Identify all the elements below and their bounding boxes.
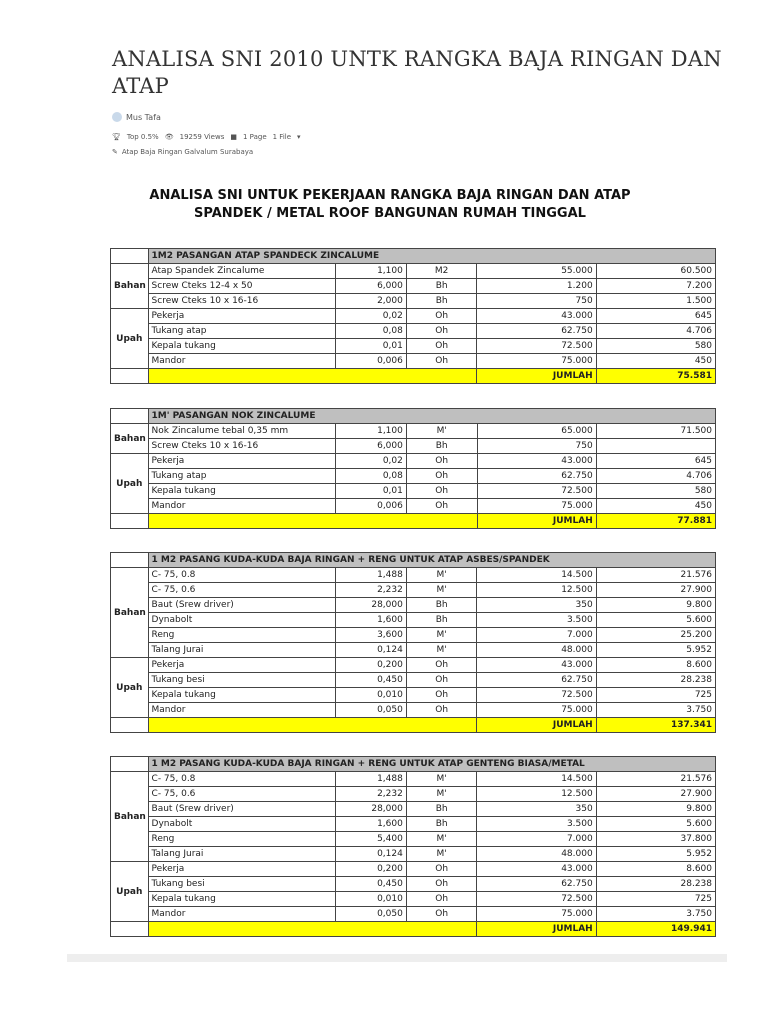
unit: Bh [406,598,477,613]
coefficient: 0,01 [336,339,407,354]
coefficient: 5,400 [336,832,407,847]
unit: Oh [406,892,477,907]
line-total: 5.952 [596,643,715,658]
total-row [111,922,716,937]
total-value: 137.341 [596,718,715,733]
table-row [111,454,716,469]
item-name: Tukang atap [148,324,336,339]
line-total: 28.238 [596,673,715,688]
unit: Oh [406,688,477,703]
unit-price: 48.000 [477,847,596,862]
unit-price: 75.000 [477,907,596,922]
total-value: 149.941 [596,922,715,937]
unit: M' [406,787,477,802]
item-name: C- 75, 0.8 [148,772,336,787]
coefficient: 0,02 [336,309,407,324]
unit: Oh [406,484,477,499]
table-title: 1M' PASANGAN NOK ZINCALUME [148,409,715,424]
item-name: Kepala tukang [148,484,336,499]
item-name: C- 75, 0.6 [148,787,336,802]
unit: M' [406,583,477,598]
table-row [111,613,716,628]
unit: Oh [406,658,477,673]
item-name: C- 75, 0.8 [148,568,336,583]
table-row [111,424,716,439]
total-fill [148,369,477,384]
line-total: 71.500 [596,424,715,439]
line-total: 4.706 [596,324,715,339]
coefficient: 0,006 [336,499,407,514]
table-row [111,294,716,309]
table-row [111,484,716,499]
table-row [111,439,716,454]
unit-price: 1.200 [477,279,596,294]
table-row [111,643,716,658]
table-row [111,568,716,583]
line-total: 28.238 [596,877,715,892]
item-name: Tukang atap [148,469,336,484]
item-name: Tukang besi [148,673,336,688]
unit: Bh [406,294,477,309]
total-fill [148,718,477,733]
unit: Oh [406,454,477,469]
bahan-label: Bahan [111,568,149,658]
line-total: 450 [596,499,715,514]
item-name: Pekerja [148,454,336,469]
unit: Oh [406,703,477,718]
table-row [111,354,716,369]
unit-price: 43.000 [477,862,596,877]
line-total: 5.952 [596,847,715,862]
table-corner [111,553,149,568]
coefficient: 0,02 [336,454,407,469]
unit: Bh [406,613,477,628]
table-row [111,817,716,832]
line-total: 25.200 [596,628,715,643]
coefficient: 2,232 [336,787,407,802]
line-total: 21.576 [596,772,715,787]
bahan-label: Bahan [111,264,149,309]
unit: M' [406,628,477,643]
line-total [596,439,715,454]
line-total: 37.800 [596,832,715,847]
total-spacer [111,369,149,384]
unit-price: 65.000 [477,424,596,439]
total-spacer [111,718,149,733]
unit: Bh [406,817,477,832]
line-total: 60.500 [596,264,715,279]
table-row [111,877,716,892]
unit-price: 14.500 [477,568,596,583]
unit-price: 72.500 [477,892,596,907]
unit: Oh [406,877,477,892]
total-label: JUMLAH [477,922,596,937]
unit: Oh [406,469,477,484]
table-row [111,628,716,643]
unit: Bh [406,279,477,294]
total-row [111,369,716,384]
analysis-table [110,756,716,937]
page-icon: ■ [230,133,237,141]
total-label: JUMLAH [477,369,596,384]
unit: M' [406,424,477,439]
unit-price: 750 [477,294,596,309]
bahan-label: Bahan [111,424,149,454]
item-name: Reng [148,628,336,643]
table-row [111,703,716,718]
total-spacer [111,922,149,937]
line-total: 450 [596,354,715,369]
item-name: Talang Jurai [148,643,336,658]
unit-price: 350 [477,802,596,817]
unit-price: 62.750 [477,877,596,892]
unit-price: 12.500 [477,583,596,598]
views-text: 19259 Views [179,133,225,141]
unit-price: 75.000 [477,499,596,514]
chevron-down-icon[interactable]: ▾ [297,133,301,141]
coefficient: 0,08 [336,469,407,484]
line-total: 5.600 [596,613,715,628]
table-corner [111,409,149,424]
unit-price: 43.000 [477,658,596,673]
line-total: 9.800 [596,802,715,817]
item-name: Nok Zincalume tebal 0,35 mm [148,424,336,439]
unit: Oh [406,673,477,688]
total-row [111,514,716,529]
upah-label: Upah [111,862,149,922]
total-fill [148,922,477,937]
table-row [111,324,716,339]
item-name: Baut (Srew driver) [148,802,336,817]
line-total: 580 [596,339,715,354]
line-total: 5.600 [596,817,715,832]
unit-price: 7.000 [477,628,596,643]
table-row [111,309,716,324]
analysis-table [110,552,716,733]
item-name: Screw Cteks 12-4 x 50 [148,279,336,294]
author-name[interactable]: Mus Tafa [126,112,161,122]
tag-icon: ✎ [112,148,118,156]
unit-price: 3.500 [477,817,596,832]
line-total: 725 [596,688,715,703]
line-total: 4.706 [596,469,715,484]
total-fill [148,514,477,529]
table-row [111,832,716,847]
item-name: Reng [148,832,336,847]
upah-label: Upah [111,309,149,369]
rank-text: Top 0.5% [126,133,159,141]
item-name: Mandor [148,703,336,718]
item-name: Screw Cteks 10 x 16-16 [148,439,336,454]
table-row [111,499,716,514]
line-total: 645 [596,309,715,324]
page-heading-line-2: SPANDEK / METAL ROOF BANGUNAN RUMAH TINGGAL [194,206,586,221]
table-row [111,469,716,484]
table-row [111,598,716,613]
table-header-row [111,249,716,264]
line-total: 27.900 [596,583,715,598]
table-header-row [111,409,716,424]
coefficient: 1,488 [336,772,407,787]
unit-price: 72.500 [477,484,596,499]
table-title: 1 M2 PASANG KUDA-KUDA BAJA RINGAN + RENG UNTUK ATAP ASBES/SPANDEK [148,553,715,568]
line-total: 1.500 [596,294,715,309]
line-total: 580 [596,484,715,499]
table-row [111,688,716,703]
trophy-icon: 🏆︎ [112,133,121,141]
unit-price: 750 [477,439,596,454]
coefficient: 0,010 [336,892,407,907]
coefficient: 6,000 [336,279,407,294]
unit: M' [406,832,477,847]
line-total: 8.600 [596,658,715,673]
unit: Oh [406,339,477,354]
unit-price: 7.000 [477,832,596,847]
line-total: 7.200 [596,279,715,294]
coefficient: 2,232 [336,583,407,598]
total-label: JUMLAH [477,514,596,529]
unit: Oh [406,324,477,339]
coefficient: 0,124 [336,847,407,862]
coefficient: 0,200 [336,862,407,877]
total-spacer [111,514,149,529]
coefficient: 0,01 [336,484,407,499]
item-name: Atap Spandek Zincalume [148,264,336,279]
files-text[interactable]: 1 File [272,133,292,141]
total-value: 75.581 [596,369,715,384]
upah-label: Upah [111,454,149,514]
pages-text: 1 Page [243,133,267,141]
unit: Bh [406,439,477,454]
item-name: Baut (Srew driver) [148,598,336,613]
unit: Oh [406,907,477,922]
unit-price: 72.500 [477,688,596,703]
table-row [111,339,716,354]
coefficient: 1,600 [336,613,407,628]
item-name: Kepala tukang [148,892,336,907]
item-name: Screw Cteks 10 x 16-16 [148,294,336,309]
eye-icon: 👁︎ [164,133,174,141]
item-name: Dynabolt [148,817,336,832]
coefficient: 0,450 [336,673,407,688]
table-row [111,847,716,862]
item-name: Dynabolt [148,613,336,628]
line-total: 9.800 [596,598,715,613]
table-row [111,772,716,787]
line-total: 725 [596,892,715,907]
unit-price: 62.750 [477,324,596,339]
unit-price: 55.000 [477,264,596,279]
line-total: 8.600 [596,862,715,877]
unit: M' [406,643,477,658]
table-row [111,787,716,802]
coefficient: 0,124 [336,643,407,658]
table-row [111,673,716,688]
tag-link[interactable]: Atap Baja Ringan Galvalum Surabaya [121,148,254,156]
table-row [111,802,716,817]
unit: M' [406,772,477,787]
author-row[interactable] [112,112,161,122]
unit-price: 62.750 [477,673,596,688]
unit-price: 48.000 [477,643,596,658]
tag-row[interactable] [112,148,253,156]
item-name: Talang Jurai [148,847,336,862]
unit-price: 75.000 [477,703,596,718]
total-row [111,718,716,733]
table-row [111,279,716,294]
coefficient: 2,000 [336,294,407,309]
item-name: C- 75, 0.6 [148,583,336,598]
table-corner [111,249,149,264]
table-title: 1 M2 PASANG KUDA-KUDA BAJA RINGAN + RENG UNTUK ATAP GENTENG BIASA/METAL [148,757,715,772]
coefficient: 0,450 [336,877,407,892]
unit-price: 62.750 [477,469,596,484]
table-row [111,658,716,673]
table-header-row [111,757,716,772]
page-shadow [67,954,727,962]
coefficient: 1,488 [336,568,407,583]
coefficient: 1,100 [336,264,407,279]
table-row [111,862,716,877]
unit: M' [406,568,477,583]
unit-price: 12.500 [477,787,596,802]
bahan-label: Bahan [111,772,149,862]
avatar[interactable] [112,112,122,122]
line-total: 3.750 [596,703,715,718]
table-header-row [111,553,716,568]
coefficient: 6,000 [336,439,407,454]
coefficient: 0,006 [336,354,407,369]
unit-price: 350 [477,598,596,613]
line-total: 645 [596,454,715,469]
unit: Oh [406,309,477,324]
coefficient: 28,000 [336,802,407,817]
table-row [111,907,716,922]
unit-price: 43.000 [477,454,596,469]
unit-price: 43.000 [477,309,596,324]
coefficient: 1,100 [336,424,407,439]
document-title: ANALISA SNI 2010 UNTK RANGKA BAJA RINGAN DAN ATAP [112,47,722,98]
unit: Oh [406,354,477,369]
item-name: Pekerja [148,309,336,324]
item-name: Kepala tukang [148,339,336,354]
coefficient: 0,050 [336,907,407,922]
unit-price: 75.000 [477,354,596,369]
unit: M2 [406,264,477,279]
item-name: Mandor [148,354,336,369]
coefficient: 0,010 [336,688,407,703]
item-name: Mandor [148,907,336,922]
coefficient: 3,600 [336,628,407,643]
item-name: Pekerja [148,658,336,673]
unit-price: 14.500 [477,772,596,787]
analysis-table [110,248,716,384]
unit: Oh [406,862,477,877]
coefficient: 0,08 [336,324,407,339]
line-total: 27.900 [596,787,715,802]
unit: Oh [406,499,477,514]
coefficient: 28,000 [336,598,407,613]
table-row [111,264,716,279]
unit: M' [406,847,477,862]
unit-price: 72.500 [477,339,596,354]
line-total: 21.576 [596,568,715,583]
item-name: Pekerja [148,862,336,877]
table-corner [111,757,149,772]
coefficient: 1,600 [336,817,407,832]
total-label: JUMLAH [477,718,596,733]
item-name: Tukang besi [148,877,336,892]
item-name: Kepala tukang [148,688,336,703]
document-meta [112,133,301,141]
analysis-table [110,408,716,529]
item-name: Mandor [148,499,336,514]
unit-price: 3.500 [477,613,596,628]
table-title: 1M2 PASANGAN ATAP SPANDECK ZINCALUME [148,249,715,264]
line-total: 3.750 [596,907,715,922]
coefficient: 0,050 [336,703,407,718]
total-value: 77.881 [596,514,715,529]
upah-label: Upah [111,658,149,718]
page-heading-line-1: ANALISA SNI UNTUK PEKERJAAN RANGKA BAJA RINGAN DAN ATAP [149,188,631,203]
table-row [111,583,716,598]
table-row [111,892,716,907]
unit: Bh [406,802,477,817]
coefficient: 0,200 [336,658,407,673]
